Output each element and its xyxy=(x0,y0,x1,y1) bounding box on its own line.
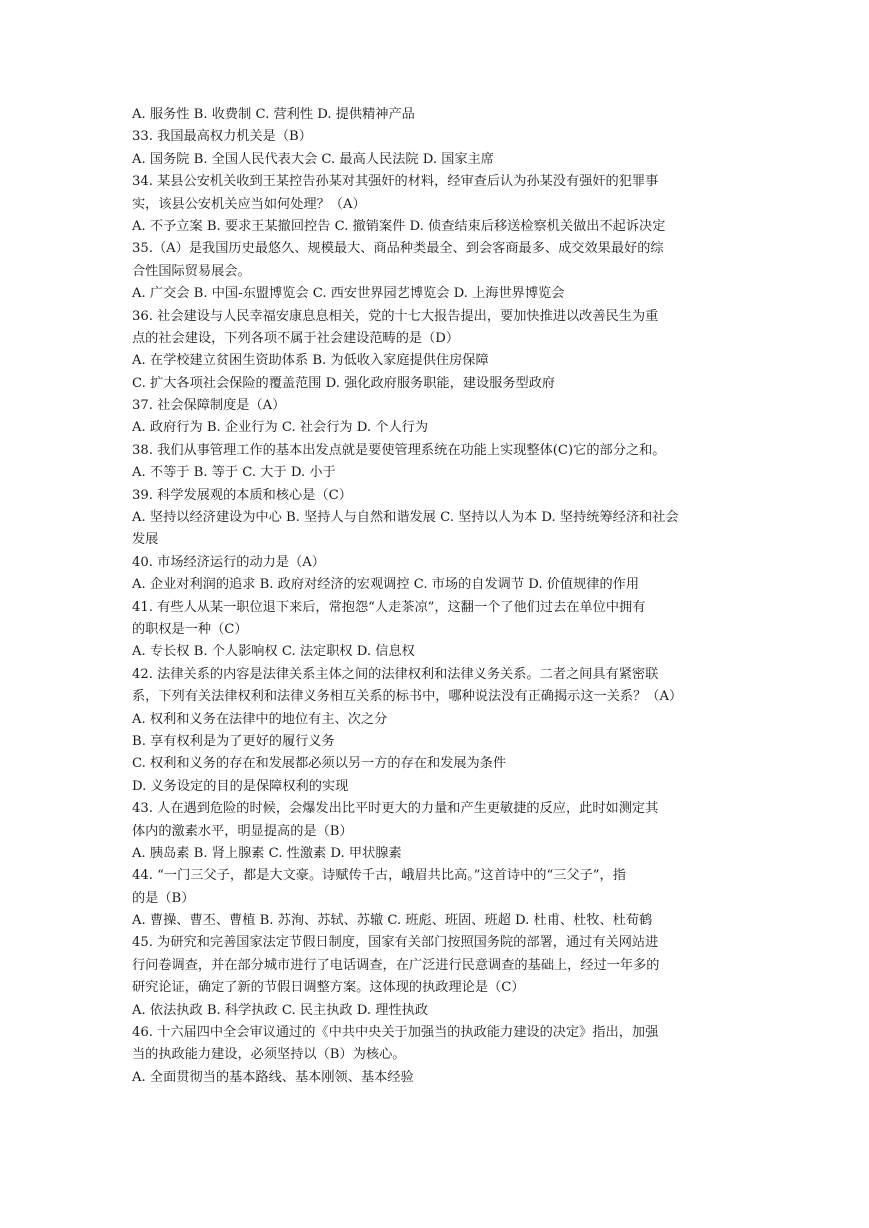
text-line: 33. 我国最高权力机关是（B） xyxy=(132,129,312,145)
text-line: 的职权是一种（C） xyxy=(132,621,248,637)
text-line: 37. 社会保障制度是（A） xyxy=(132,398,286,414)
text-line: 点的社会建设，下列各项不属于社会建设范畴的是（D） xyxy=(132,330,460,346)
text-line: C. 扩大各项社会保险的覆盖范围 D. 强化政府服务职能，建设服务型政府 xyxy=(132,375,556,391)
text-line: 44. “一门三父子，都是大文豪。诗赋传千古，峨眉共比高。”这首诗中的“三父子”，指 xyxy=(132,868,626,884)
text-line: 39. 科学发展观的本质和核心是（C） xyxy=(132,487,352,503)
text-line: 36. 社会建设与人民幸福安康息息相关，党的十七大报告提出，要加快推进以改善民生为重 xyxy=(132,308,659,324)
text-line: A. 权利和义务在法律中的地位有主、次之分 xyxy=(132,711,388,727)
text-line: 的是（B） xyxy=(132,890,195,906)
text-line: 46. 十六届四中全会审议通过的《中共中央关于加强当的执政能力建设的决定》指出，加强 xyxy=(132,1025,659,1041)
document-body xyxy=(132,104,742,1089)
text-line: C. 权利和义务的存在和发展都必须以另一方的存在和发展为条件 xyxy=(132,756,507,772)
text-line: 41. 有些人从某一职位退下来后，常抱怨“人走茶凉”，这翻一个了他们过去在单位中拥有 xyxy=(132,599,646,615)
text-line: 34. 某县公安机关收到王某控告孙某对其强奸的材料，经审查后认为孙某没有强奸的犯罪事 xyxy=(132,174,659,190)
text-line: 研究论证，确定了新的节假日调整方案。这体现的执政理论是（C） xyxy=(132,980,525,996)
text-line: A. 不等于 B. 等于 C. 大于 D. 小于 xyxy=(132,465,336,481)
text-line: 实，该县公安机关应当如何处理？（A） xyxy=(132,196,366,212)
text-line: A. 专长权 B. 个人影响权 C. 法定职权 D. 信息权 xyxy=(132,644,415,660)
text-line: 35.（A）是我国历史最悠久、规模最大、商品种类最全、到会客商最多、成交效果最好的综 xyxy=(132,241,664,257)
text-line: A. 企业对利润的追求 B. 政府对经济的宏观调控 C. 市场的自发调节 D. 价值规律的作用 xyxy=(132,577,640,593)
text-line: 40. 市场经济运行的动力是（A） xyxy=(132,554,325,570)
text-line: A. 广交会 B. 中国-东盟博览会 C. 西安世界园艺博览会 D. 上海世界博览会 xyxy=(132,286,565,302)
text-line: A. 全面贯彻当的基本路线、基本刚领、基本经验 xyxy=(132,1069,414,1085)
text-line: 合性国际贸易展会。 xyxy=(132,263,251,279)
text-line: A. 国务院 B. 全国人民代表大会 C. 最高人民法院 D. 国家主席 xyxy=(132,151,494,167)
text-line: A. 坚持以经济建设为中心 B. 坚持人与自然和谐发展 C. 坚持以人为本 D. 坚持统筹经济和社会 xyxy=(132,510,679,526)
text-line: 发展 xyxy=(132,532,159,548)
text-line: 体内的激素水平，明显提高的是（B） xyxy=(132,823,353,839)
text-line: A. 胰岛素 B. 肾上腺素 C. 性激素 D. 甲状腺素 xyxy=(132,845,402,861)
text-line: 42. 法律关系的内容是法律关系主体之间的法律权利和法律义务关系。二者之间具有紧密联 xyxy=(132,666,659,682)
text-line: A. 政府行为 B. 企业行为 C. 社会行为 D. 个人行为 xyxy=(132,420,429,436)
text-line: 45. 为研究和完善国家法定节假日制度，国家有关部门按照国务院的部署，通过有关网站进 xyxy=(132,935,659,951)
text-line: 系，下列有关法律权利和法律义务相互关系的标书中，哪种说法没有正确揭示这一关系？（A） xyxy=(132,689,683,705)
text-line: D. 义务设定的目的是保障权利的实现 xyxy=(132,778,349,794)
text-line: 行问卷调查，并在部分城市进行了电话调查，在广泛进行民意调查的基础上，经过一年多的 xyxy=(132,957,660,973)
text-line: A. 服务性 B. 收费制 C. 营利性 D. 提供精神产品 xyxy=(132,107,415,122)
text-line: B. 享有权利是为了更好的履行义务 xyxy=(132,733,335,749)
text-line: A. 依法执政 B. 科学执政 C. 民主执政 D. 理性执政 xyxy=(132,1002,429,1018)
text-line: 43. 人在遇到危险的时候，会爆发出比平时更大的力量和产生更敏捷的反应，此时如测定其 xyxy=(132,801,659,817)
text-line: A. 在学校建立贫困生资助体系 B. 为低收入家庭提供住房保障 xyxy=(132,353,489,369)
text-line: A. 不予立案 B. 要求王某撤回控告 C. 撤销案件 D. 侦查结束后移送检察机关做出不起诉决定 xyxy=(132,218,666,234)
text-line: 当的执政能力建设，必须坚持以（B）为核心。 xyxy=(132,1047,406,1063)
text-line: 38. 我们从事管理工作的基本出发点就是要使管理系统在功能上实现整体(C)它的部分之和。 xyxy=(132,442,666,458)
text-line: A. 曹操、曹丕、曹植 B. 苏洵、苏轼、苏辙 C. 班彪、班固、班超 D. 杜甫、杜牧、杜荀鹤 xyxy=(132,913,653,929)
